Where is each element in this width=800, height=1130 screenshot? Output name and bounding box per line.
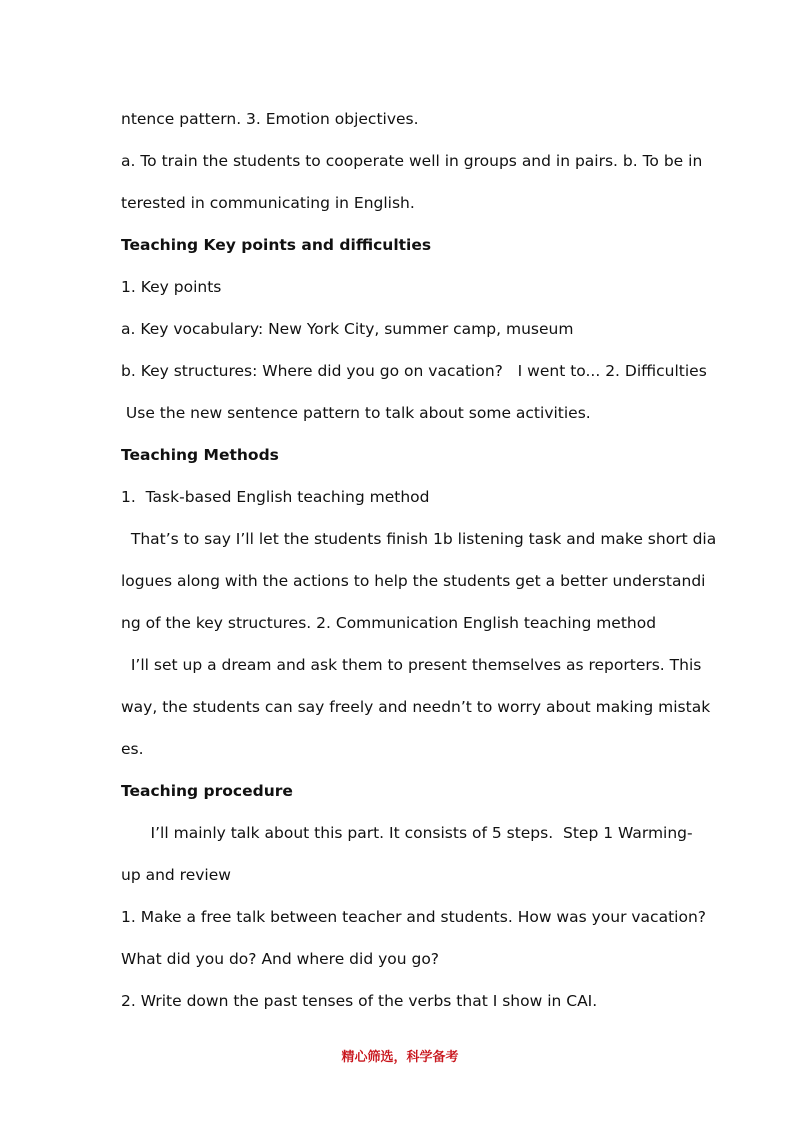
body-text-line: 1. Key points	[121, 278, 222, 296]
body-text-line: es.	[121, 740, 144, 758]
body-text-line: 2. Write down the past tenses of the verbs that I show in CAI.	[121, 992, 598, 1010]
body-text-line: That’s to say I’ll let the students finish 1b listening task and make short dia	[121, 530, 717, 548]
body-text-line: Use the new sentence pattern to talk about some activities.	[121, 404, 591, 422]
section-heading-teaching-procedure: Teaching procedure	[121, 782, 293, 800]
body-text-line: up and review	[121, 866, 231, 884]
body-text-line: What did you do? And where did you go?	[121, 950, 440, 968]
body-text-line: b. Key structures: Where did you go on vacation? I went to... 2. Difficulties	[121, 362, 707, 380]
body-text-line: logues along with the actions to help the students get a better understandi	[121, 572, 706, 590]
body-text-line: ng of the key structures. 2. Communication English teaching method	[121, 614, 657, 632]
body-text-line: 1. Make a free talk between teacher and students. How was your vacation?	[121, 908, 706, 926]
page-footer: 精心筛选，科学备考	[341, 1050, 459, 1065]
body-text-line: I’ll mainly talk about this part. It consists of 5 steps. Step 1 Warming-	[121, 824, 693, 842]
section-heading-teaching-methods: Teaching Methods	[121, 446, 279, 464]
body-text-line: way, the students can say freely and needn’t to worry about making mistak	[121, 698, 711, 716]
body-text-line: a. To train the students to cooperate well in groups and in pairs. b. To be in	[121, 152, 703, 170]
body-text-line: I’ll set up a dream and ask them to present themselves as reporters. This	[121, 656, 702, 674]
body-text-line: 1. Task-based English teaching method	[121, 488, 430, 506]
body-text-line: a. Key vocabulary: New York City, summer camp, museum	[121, 320, 574, 338]
body-text-line: terested in communicating in English.	[121, 194, 415, 212]
section-heading-key-points: Teaching Key points and difficulties	[121, 236, 432, 254]
body-text-line: ntence pattern. 3. Emotion objectives.	[121, 110, 419, 128]
